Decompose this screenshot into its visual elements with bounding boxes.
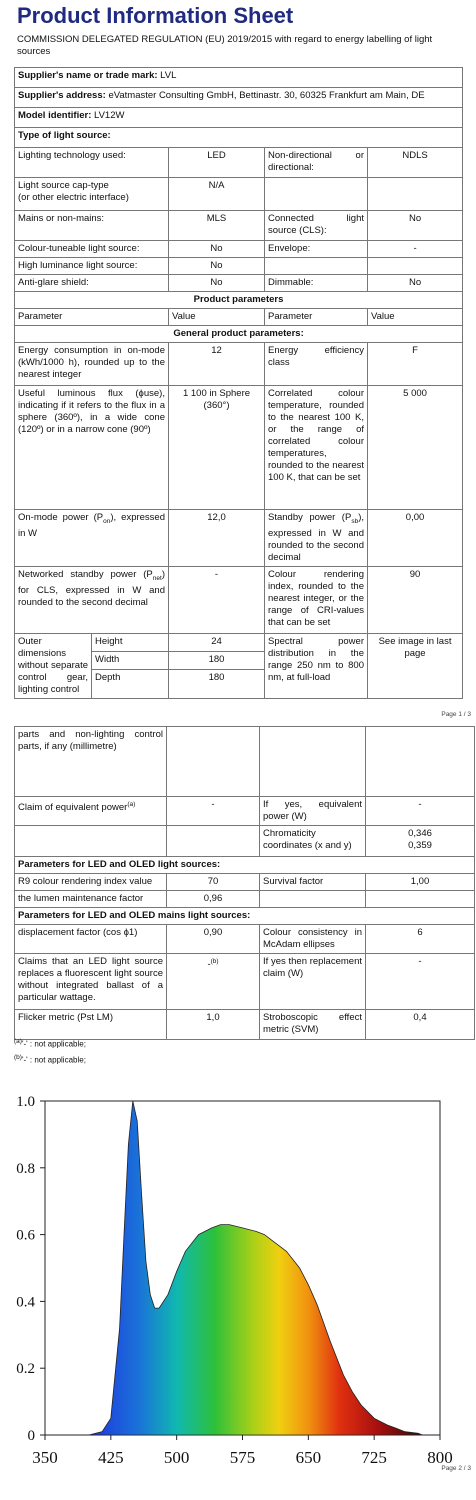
pon-label-b: ), expressed in W [18,512,165,539]
psb-sub: sb [351,517,359,525]
equiv-label: Claim of equivalent power [18,802,128,814]
pnet-sub: net [152,574,162,582]
lighting-tech-value: LED [169,148,265,178]
svm-label: Stroboscopic effect metric (SVM) [260,1010,366,1040]
eclass-label: Energy efficiency class [265,343,368,386]
cap-type-label-2: (or other electric interface) [18,192,129,203]
page-title: Product Information Sheet [17,3,294,28]
supplier-name-label: Supplier's name or trade mark: [18,70,158,81]
antiglare-value: No [169,275,265,292]
antiglare-label: Anti-glare shield: [15,275,169,292]
energy-value: 12 [169,343,265,386]
x-tick-label: 575 [229,1448,256,1467]
svm-value: 0,4 [366,1010,475,1040]
spd-label: Spectral power distribution in the range 250 nm to 800 nm, at full-load [265,633,368,698]
outer-dims-label-cont: parts and non-lighting control parts, if any (millimetre) [15,727,167,797]
mains-value: MLS [169,211,265,241]
flicker-value: 1,0 [167,1010,260,1040]
page-number-2: Page 2 / 3 [441,1465,471,1472]
replacement-value: - [366,954,475,1010]
type-label: Type of light source: [15,128,463,148]
energy-label: Energy consumption in on-mode (kWh/1000 h), rounded up to the nearest integer [15,343,169,386]
spd-value: See image in last page [368,633,463,698]
footnote-b [14,1054,86,1065]
envelope-value: - [368,241,463,258]
mcadam-value: 6 [366,925,475,954]
y-tick-label: 1.0 [16,1094,35,1110]
param-header: Parameter [15,309,169,326]
equiv-value: - [167,797,260,826]
tuneable-value: No [169,241,265,258]
x-tick-label: 725 [361,1448,387,1467]
mains-label: Mains or non-mains: [15,211,169,241]
equiv-sup: (a) [127,801,136,808]
tuneable-label: Colour-tuneable light source: [15,241,169,258]
model-label: Model identifier: [18,110,92,121]
param-header: Parameter [265,309,368,326]
displacement-label: displacement factor (cos ϕ1) [15,925,167,954]
x-tick-label: 500 [163,1448,190,1467]
survival-label: Survival factor [260,874,366,891]
flux-value: 1 100 in Sphere (360°) [169,386,265,510]
dimmable-label: Dimmable: [265,275,368,292]
y-tick-label: 0.4 [16,1294,35,1311]
page-number-1: Page 1 / 3 [441,711,471,718]
height-value: 24 [169,633,265,651]
x-tick-label: 350 [32,1448,58,1467]
cls-value: No [368,211,463,241]
psb-value: 0,00 [368,510,463,567]
high-lum-label: High luminance light source: [15,258,169,275]
r9-value: 70 [167,874,260,891]
width-value: 180 [169,651,265,669]
y-tick-label: 0 [27,1428,35,1444]
cri-value: 90 [368,566,463,633]
cct-label: Correlated colour temperature, rounded to the nearest 100 K, or the range of correlated colour temperatures, rounded to the nearest 100 K, that can be set [265,386,368,510]
height-label: Height [92,633,169,651]
chroma-y: 0,359 [408,840,432,851]
supplier-address-label: Supplier's address: [18,90,106,101]
lumen-maint-label: the lumen maintenance factor [15,891,167,908]
y-tick-label: 0.6 [16,1227,35,1244]
mcadam-label: Colour consistency in McAdam ellipses [260,925,366,954]
replacement-label: If yes then replacement claim (W) [260,954,366,1010]
eclass-value: F [368,343,463,386]
flicker-label: Flicker metric (Pst LM) [15,1010,167,1040]
pnet-value: - [169,566,265,633]
footnote-a-sup: (a) [14,1038,22,1045]
equiv-w-label: If yes, equivalent power (W) [260,797,366,826]
lumen-maint-value: 0,96 [167,891,260,908]
claims-sup: (b) [210,958,219,965]
x-tick-label: 650 [295,1448,322,1467]
footnote-a-text: '-' : not applicable; [21,1039,86,1049]
x-tick-label: 425 [98,1448,124,1467]
dimmable-value: No [368,275,463,292]
width-label: Width [92,651,169,669]
chroma-label: Chromaticity coordinates (x and y) [260,826,366,857]
pon-value: 12,0 [169,510,265,567]
value-header: Value [368,309,463,326]
page-break [0,705,476,727]
regulation-text: COMMISSION DELEGATED REGULATION (EU) 2019/2015 with regard to energy labelling of light sources [17,34,433,57]
led-params-heading: Parameters for LED and OLED light sources: [15,857,475,874]
info-table-page2 [14,726,475,1040]
outer-dims-label: Outer dimensions without separate control gear, lighting control [15,633,92,698]
depth-label: Depth [92,669,169,698]
general-params-heading: General product parameters: [15,326,463,343]
footnote-b-sup: (b) [14,1054,22,1061]
cap-type-label: Light source cap-type [18,180,109,191]
chroma-x: 0,346 [408,828,432,839]
psb-label-b: ), expressed in W and rounded to the second decimal [268,512,364,563]
spectral-power-chart [0,1085,476,1500]
displacement-value: 0,90 [167,925,260,954]
claims-value: - [207,959,211,971]
pnet-label: Networked standby power (P [18,568,153,580]
value-header: Value [169,309,265,326]
y-tick-label: 0.8 [16,1160,35,1177]
y-tick-label: 0.2 [16,1361,35,1378]
info-table-page1 [14,67,463,699]
envelope-label: Envelope: [265,241,368,258]
footnote-a [14,1038,86,1049]
pon-sub: on [103,517,111,525]
mains-params-heading: Parameters for LED and OLED mains light sources: [15,908,475,925]
equiv-w-value: - [366,797,475,826]
model-id: LV12W [94,110,125,121]
psb-label: Standby power (P [268,512,352,523]
x-tick-label: 800 [427,1448,453,1467]
flux-label: Useful luminous flux (ϕuse), indicating if it refers to the flux in a sphere (360º), in a wide cone (120º) or in a narrow cone (90º) [15,386,169,510]
claims-label: Claims that an LED light source replaces a fluorescent light source without integrated ballast of a particular wattage. [15,954,167,1010]
cri-label: Colour rendering index, rounded to the nearest integer, or the range of CRI-values that can be set [265,566,368,633]
plot-area [16,1094,453,1467]
r9-label: R9 colour rendering index value [15,874,167,891]
footnote-b-text: '-' : not applicable; [21,1055,86,1065]
pnet-label-b: ) for CLS, expressed in W and rounded to the second decimal [18,568,165,608]
cap-type-value: N/A [169,178,265,211]
directional-label: Non-directional or directional: [265,148,368,178]
supplier-name: LVL [160,70,177,81]
directional-value: NDLS [368,148,463,178]
pon-label: On-mode power (P [18,512,104,523]
supplier-address: eVatmaster Consulting GmbH, Bettinastr. 30, 60325 Frankfurt am Main, DE [108,90,425,101]
survival-value: 1,00 [366,874,475,891]
depth-value: 180 [169,669,265,698]
cls-label: Connected light source (CLS): [265,211,368,241]
high-lum-value: No [169,258,265,275]
lighting-tech-label: Lighting technology used: [15,148,169,178]
cct-value: 5 000 [368,386,463,510]
product-params-heading: Product parameters [15,292,463,309]
